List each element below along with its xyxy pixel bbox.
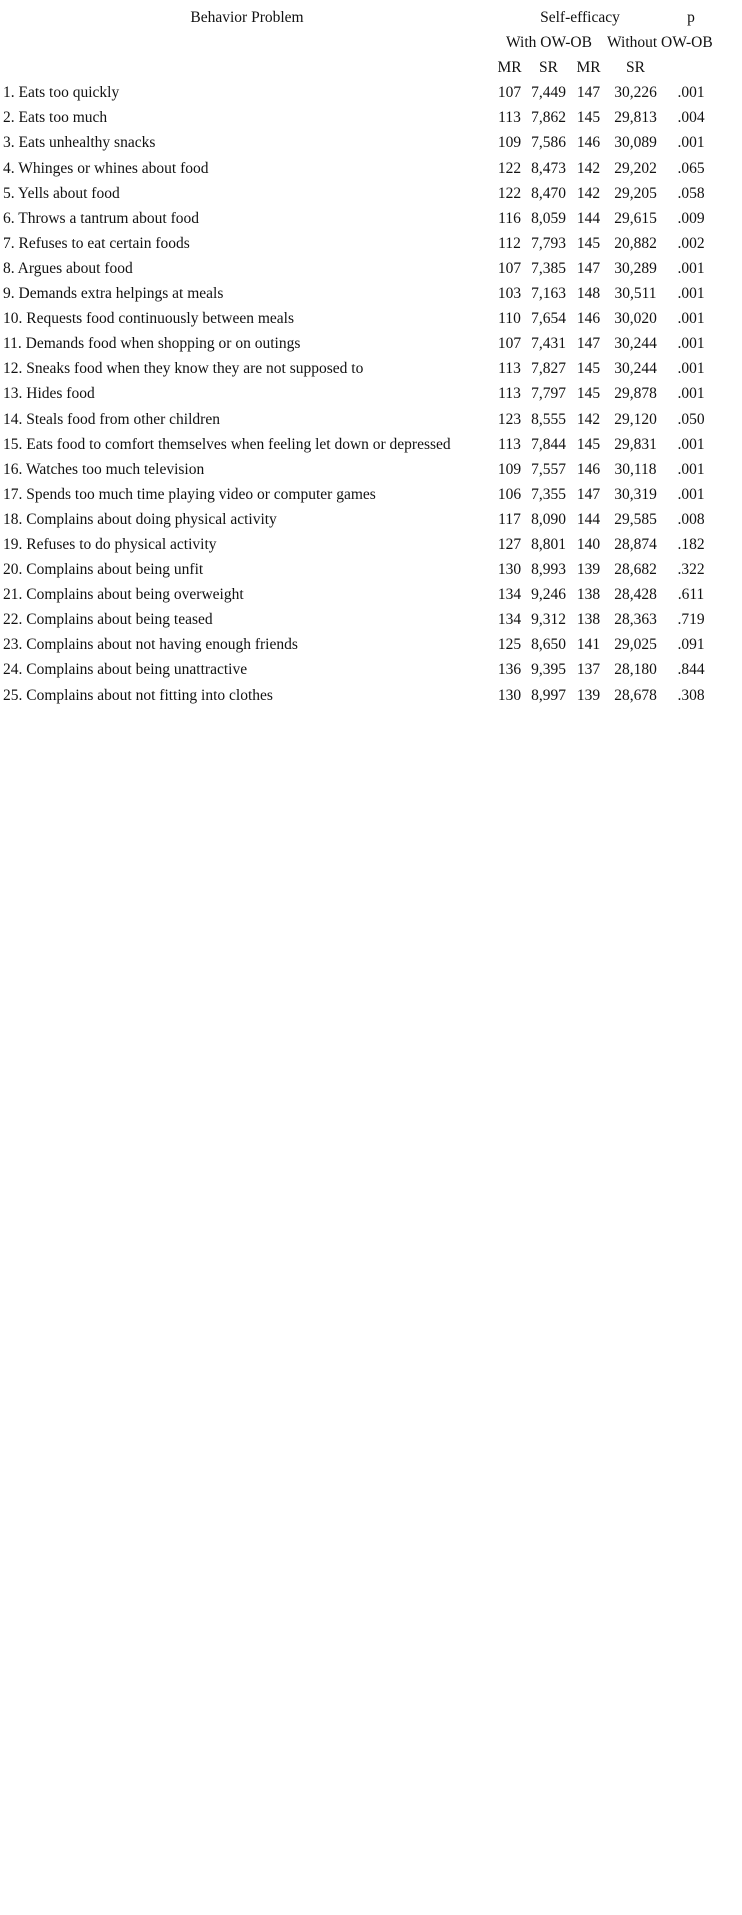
cell-sr-with: 8,473 xyxy=(531,159,566,177)
without-owob-subgroup-header: Without OW-OB xyxy=(607,34,713,52)
cell-p-value: .611 xyxy=(677,586,705,604)
cell-mr-with: 122 xyxy=(497,159,522,177)
cell-mr-without: 139 xyxy=(576,561,601,579)
cell-p-value: .001 xyxy=(677,385,705,403)
cell-mr-with: 127 xyxy=(497,535,522,553)
cell-mr-with: 117 xyxy=(498,510,521,528)
cell-p-value: .001 xyxy=(677,259,705,277)
cell-mr-without: 142 xyxy=(576,184,601,202)
cell-sr-with: 8,993 xyxy=(531,561,566,579)
cell-sr-with: 9,246 xyxy=(531,586,566,604)
cell-mr-without: 146 xyxy=(576,134,601,152)
cell-sr-with: 7,827 xyxy=(531,360,566,378)
cell-sr-without: 29,120 xyxy=(614,410,657,428)
cell-sr-without: 30,511 xyxy=(614,285,657,303)
cell-mr-without: 147 xyxy=(576,335,601,353)
cell-mr-without: 144 xyxy=(576,209,601,227)
cell-sr-with: 7,355 xyxy=(531,485,566,503)
row-label: 3. Eats unhealthy snacks xyxy=(3,134,156,152)
cell-mr-without: 142 xyxy=(576,159,601,177)
row-label: 22. Complains about being teased xyxy=(3,611,213,629)
cell-p-value: .844 xyxy=(677,661,705,679)
cell-p-value: .182 xyxy=(677,535,705,553)
cell-mr-with: 107 xyxy=(497,335,522,353)
table-header-row-3 xyxy=(0,55,742,80)
cell-mr-without: 148 xyxy=(576,285,601,303)
row-label: 8. Argues about food xyxy=(3,259,133,277)
cell-sr-with: 8,997 xyxy=(531,686,566,704)
cell-sr-with: 7,586 xyxy=(531,134,566,152)
table-row xyxy=(0,482,742,507)
with-owob-subgroup-header: With OW-OB xyxy=(506,34,592,52)
cell-sr-without: 28,682 xyxy=(614,561,657,579)
cell-p-value: .050 xyxy=(677,410,705,428)
cell-sr-without: 29,831 xyxy=(614,435,657,453)
cell-mr-with: 113 xyxy=(498,360,521,378)
row-label: 16. Watches too much television xyxy=(3,460,205,478)
table-row xyxy=(0,557,742,582)
cell-sr-with: 8,059 xyxy=(531,209,566,227)
behavior-problem-column-header: Behavior Problem xyxy=(190,9,304,26)
row-label: 11. Demands food when shopping or on outings xyxy=(3,335,301,353)
cell-p-value: .001 xyxy=(677,460,705,478)
cell-p-value: .091 xyxy=(677,636,705,654)
cell-mr-without: 145 xyxy=(576,109,601,127)
table-body xyxy=(0,80,742,707)
table-row xyxy=(0,607,742,632)
row-label: 24. Complains about being unattractive xyxy=(3,661,248,679)
cell-mr-without: 145 xyxy=(576,435,601,453)
cell-mr-without: 146 xyxy=(576,310,601,328)
cell-sr-without: 29,813 xyxy=(614,109,657,127)
cell-mr-without: 144 xyxy=(576,510,601,528)
cell-sr-without: 30,244 xyxy=(614,335,657,353)
cell-mr-with: 113 xyxy=(498,109,521,127)
cell-mr-without: 142 xyxy=(576,410,601,428)
cell-mr-with: 123 xyxy=(497,410,522,428)
cell-sr-without: 20,882 xyxy=(614,234,657,252)
cell-mr-with: 116 xyxy=(498,209,521,227)
cell-mr-with: 134 xyxy=(497,586,522,604)
cell-sr-with: 7,844 xyxy=(531,435,566,453)
cell-mr-with: 130 xyxy=(497,561,522,579)
table-row xyxy=(0,356,742,381)
cell-mr-with: 109 xyxy=(497,134,522,152)
table-row xyxy=(0,306,742,331)
table-header-row-1 xyxy=(0,5,742,30)
cell-mr-without: 139 xyxy=(576,686,601,704)
table-row xyxy=(0,181,742,206)
row-label: 21. Complains about being overweight xyxy=(3,586,244,604)
cell-p-value: .322 xyxy=(677,561,705,579)
cell-p-value: .001 xyxy=(677,84,705,102)
cell-p-value: .009 xyxy=(677,209,705,227)
cell-mr-without: 145 xyxy=(576,360,601,378)
cell-sr-with: 7,163 xyxy=(531,285,566,303)
cell-sr-with: 8,470 xyxy=(531,184,566,202)
cell-sr-with: 8,090 xyxy=(531,510,566,528)
table-row xyxy=(0,657,742,682)
cell-mr-without: 137 xyxy=(576,661,601,679)
row-label: 1. Eats too quickly xyxy=(3,84,120,102)
row-label: 6. Throws a tantrum about food xyxy=(3,209,200,227)
cell-sr-without: 28,180 xyxy=(614,661,657,679)
cell-sr-with: 7,862 xyxy=(531,109,566,127)
cell-mr-without: 146 xyxy=(576,460,601,478)
self-efficacy-group-header: Self-efficacy xyxy=(540,9,620,26)
row-label: 5. Yells about food xyxy=(3,184,120,202)
cell-mr-with: 110 xyxy=(498,310,521,328)
row-label: 7. Refuses to eat certain foods xyxy=(3,234,190,252)
cell-mr-with: 122 xyxy=(497,184,522,202)
cell-sr-without: 29,878 xyxy=(614,385,657,403)
cell-sr-with: 7,557 xyxy=(531,460,566,478)
cell-sr-with: 7,431 xyxy=(531,335,566,353)
table-row xyxy=(0,130,742,155)
cell-sr-with: 7,385 xyxy=(531,259,566,277)
cell-mr-without: 147 xyxy=(576,84,601,102)
cell-mr-without: 138 xyxy=(576,586,601,604)
cell-sr-with: 7,797 xyxy=(531,385,566,403)
cell-mr-without: 141 xyxy=(576,636,601,654)
table-row xyxy=(0,281,742,306)
cell-sr-without: 30,226 xyxy=(614,84,657,102)
cell-mr-with: 130 xyxy=(497,686,522,704)
table-row xyxy=(0,532,742,557)
cell-p-value: .001 xyxy=(677,360,705,378)
row-label: 18. Complains about doing physical activity xyxy=(3,510,277,528)
table-row xyxy=(0,331,742,356)
cell-p-value: .001 xyxy=(677,134,705,152)
mr-with-header: MR xyxy=(497,59,522,77)
cell-mr-with: 125 xyxy=(497,636,522,654)
cell-mr-with: 106 xyxy=(497,485,522,503)
row-label: 14. Steals food from other children xyxy=(3,410,220,428)
cell-mr-without: 147 xyxy=(576,485,601,503)
table-row xyxy=(0,156,742,181)
sr-with-header: SR xyxy=(539,59,558,77)
cell-sr-with: 8,650 xyxy=(531,636,566,654)
table-row xyxy=(0,683,742,708)
cell-sr-without: 28,874 xyxy=(614,535,657,553)
cell-mr-with: 134 xyxy=(497,611,522,629)
mr-without-header: MR xyxy=(576,59,601,77)
cell-sr-without: 29,202 xyxy=(614,159,657,177)
row-label: 17. Spends too much time playing video or computer games xyxy=(3,485,376,503)
cell-p-value: .065 xyxy=(677,159,705,177)
row-label: 23. Complains about not having enough friends xyxy=(3,636,298,654)
table-row xyxy=(0,381,742,406)
cell-sr-without: 30,020 xyxy=(614,310,657,328)
row-label: 13. Hides food xyxy=(3,385,95,403)
cell-p-value: .008 xyxy=(677,510,705,528)
table-header-row-2 xyxy=(0,30,742,55)
table-row xyxy=(0,407,742,432)
row-label: 2. Eats too much xyxy=(3,109,108,127)
cell-sr-without: 28,678 xyxy=(614,686,657,704)
cell-sr-without: 30,089 xyxy=(614,134,657,152)
cell-mr-with: 136 xyxy=(497,661,522,679)
cell-mr-without: 145 xyxy=(576,234,601,252)
cell-p-value: .001 xyxy=(677,310,705,328)
cell-p-value: .001 xyxy=(677,285,705,303)
row-label: 9. Demands extra helpings at meals xyxy=(3,285,224,303)
row-label: 12. Sneaks food when they know they are not supposed to xyxy=(3,360,364,378)
cell-sr-with: 7,449 xyxy=(531,84,566,102)
cell-sr-with: 8,801 xyxy=(531,535,566,553)
cell-sr-without: 28,428 xyxy=(614,586,657,604)
row-label: 19. Refuses to do physical activity xyxy=(3,535,217,553)
cell-mr-without: 147 xyxy=(576,259,601,277)
cell-mr-without: 138 xyxy=(576,611,601,629)
cell-p-value: .002 xyxy=(677,234,705,252)
cell-p-value: .001 xyxy=(677,485,705,503)
row-label: 20. Complains about being unfit xyxy=(3,561,204,579)
table-row xyxy=(0,432,742,457)
cell-sr-with: 7,793 xyxy=(531,234,566,252)
behavior-problem-table xyxy=(0,0,742,708)
cell-mr-with: 109 xyxy=(497,460,522,478)
cell-sr-with: 8,555 xyxy=(531,410,566,428)
cell-sr-with: 7,654 xyxy=(531,310,566,328)
cell-sr-without: 30,244 xyxy=(614,360,657,378)
cell-p-value: .058 xyxy=(677,184,705,202)
cell-sr-with: 9,312 xyxy=(531,611,566,629)
cell-mr-with: 113 xyxy=(498,385,521,403)
p-column-header: p xyxy=(687,9,695,26)
cell-sr-without: 28,363 xyxy=(614,611,657,629)
cell-p-value: .719 xyxy=(677,611,705,629)
table-row xyxy=(0,256,742,281)
table-row xyxy=(0,507,742,532)
cell-sr-without: 30,319 xyxy=(614,485,657,503)
row-label: 4. Whinges or whines about food xyxy=(3,159,209,177)
table-row xyxy=(0,582,742,607)
cell-sr-without: 30,289 xyxy=(614,259,657,277)
row-label: 25. Complains about not fitting into clothes xyxy=(3,686,273,704)
cell-mr-with: 107 xyxy=(497,259,522,277)
cell-sr-with: 9,395 xyxy=(531,661,566,679)
p-header-spacer xyxy=(666,55,716,80)
cell-mr-without: 140 xyxy=(576,535,601,553)
cell-mr-with: 112 xyxy=(498,234,521,252)
row-label: 10. Requests food continuously between meals xyxy=(3,310,295,328)
sr-without-header: SR xyxy=(626,59,645,77)
cell-mr-without: 145 xyxy=(576,385,601,403)
cell-p-value: .001 xyxy=(677,435,705,453)
cell-sr-without: 29,585 xyxy=(614,510,657,528)
cell-sr-without: 29,205 xyxy=(614,184,657,202)
table-row xyxy=(0,231,742,256)
table-row xyxy=(0,457,742,482)
cell-p-value: .004 xyxy=(677,109,705,127)
cell-p-value: .308 xyxy=(677,686,705,704)
stat-header-spacer xyxy=(0,55,494,80)
cell-mr-with: 107 xyxy=(497,84,522,102)
cell-p-value: .001 xyxy=(677,335,705,353)
table-row xyxy=(0,105,742,130)
cell-mr-with: 103 xyxy=(497,285,522,303)
cell-sr-without: 30,118 xyxy=(614,460,657,478)
table-row xyxy=(0,80,742,105)
table-row xyxy=(0,206,742,231)
cell-mr-with: 113 xyxy=(498,435,521,453)
cell-sr-without: 29,025 xyxy=(614,636,657,654)
row-label: 15. Eats food to comfort themselves when feeling let down or depressed xyxy=(3,435,451,453)
cell-sr-without: 29,615 xyxy=(614,209,657,227)
table-row xyxy=(0,632,742,657)
